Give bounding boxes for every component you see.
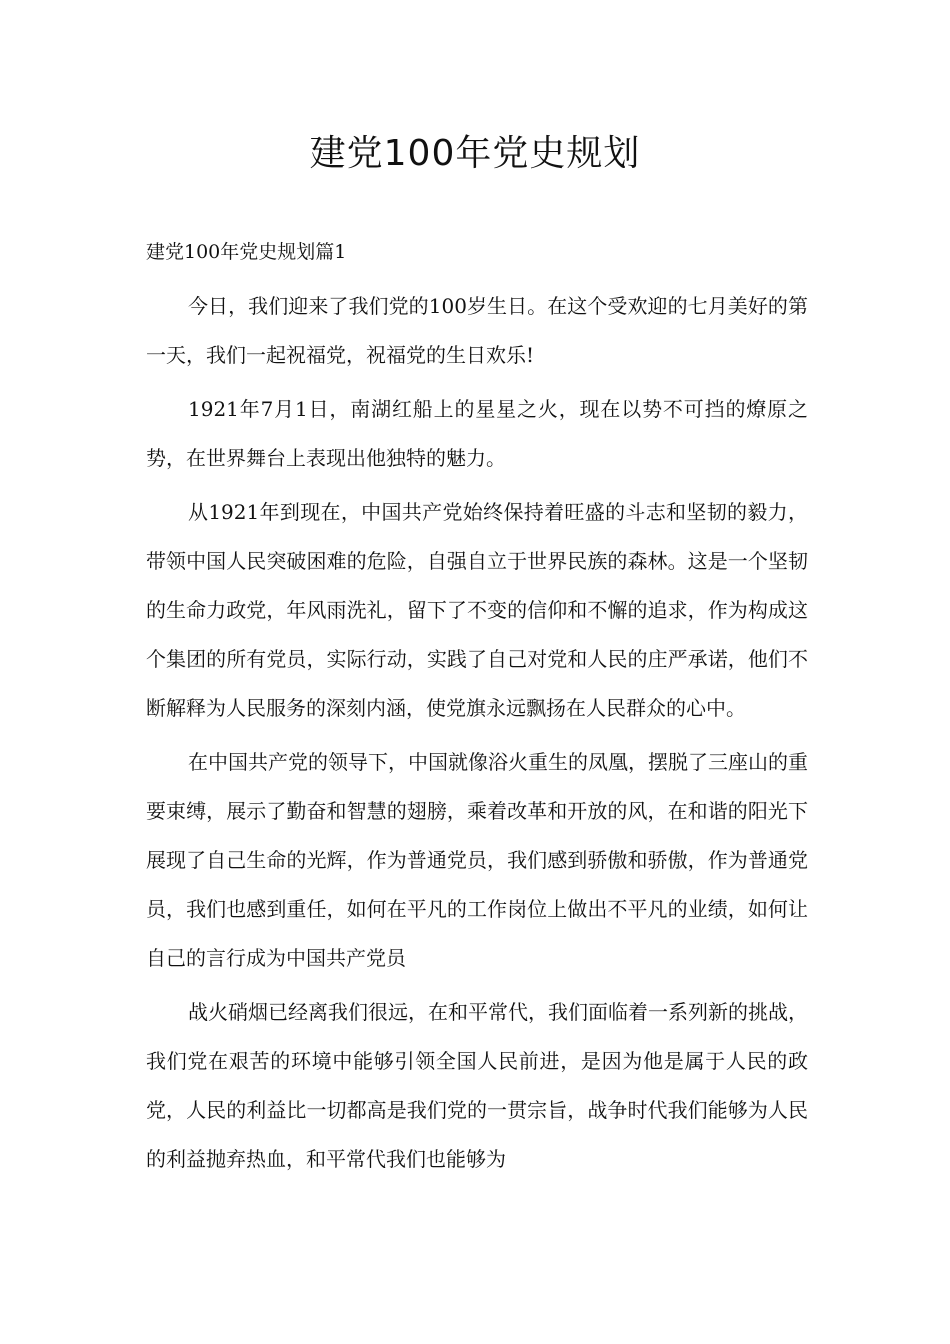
- document-body: [146, 282, 808, 1189]
- paragraph-2: 1921年7月1日，南湖红船上的星星之火，现在以势不可挡的燎原之势，在世界舞台上表现出他独特的魅力。: [146, 397, 808, 470]
- paragraph-1: 今日，我们迎来了我们党的100岁生日。在这个受欢迎的七月美好的第一天，我们一起祝福党，祝福党的生日欢乐!: [146, 294, 808, 367]
- paragraph-5: 战火硝烟已经离我们很远，在和平常代，我们面临着一系列新的挑战，我们党在艰苦的环境中能够引领全国人民前进，是因为他是属于人民的政党，人民的利益比一切都高是我们党的一贯宗旨，战争时代我们能够为人民的利益抛弃热血，和平常代我们也能够为: [146, 1000, 808, 1171]
- section-heading: 建党100年党史规划篇1: [146, 241, 347, 263]
- document-title: 建党100年党史规划: [309, 133, 641, 174]
- paragraph-3: 从1921年到现在，中国共产党始终保持着旺盛的斗志和坚韧的毅力，带领中国人民突破困难的危险，自强自立于世界民族的森林。这是一个坚韧的生命力政党，年风雨洗礼，留下了不变的信仰和不懈的追求，作为构成这个集团的所有党员，实际行动，实践了自己对党和人民的庄严承诺，他们不断解释为人民服务的深刻内涵，使党旗永远飘扬在人民群众的心中。: [146, 500, 808, 720]
- paragraph-4: 在中国共产党的领导下，中国就像浴火重生的凤凰，摆脱了三座山的重要束缚，展示了勤奋和智慧的翅膀，乘着改革和开放的风，在和谐的阳光下展现了自己生命的光辉，作为普通党员，我们感到骄傲和骄傲，作为普通党员，我们也感到重任，如何在平凡的工作岗位上做出不平凡的业绩，如何让自己的言行成为中国共产党员: [146, 750, 808, 970]
